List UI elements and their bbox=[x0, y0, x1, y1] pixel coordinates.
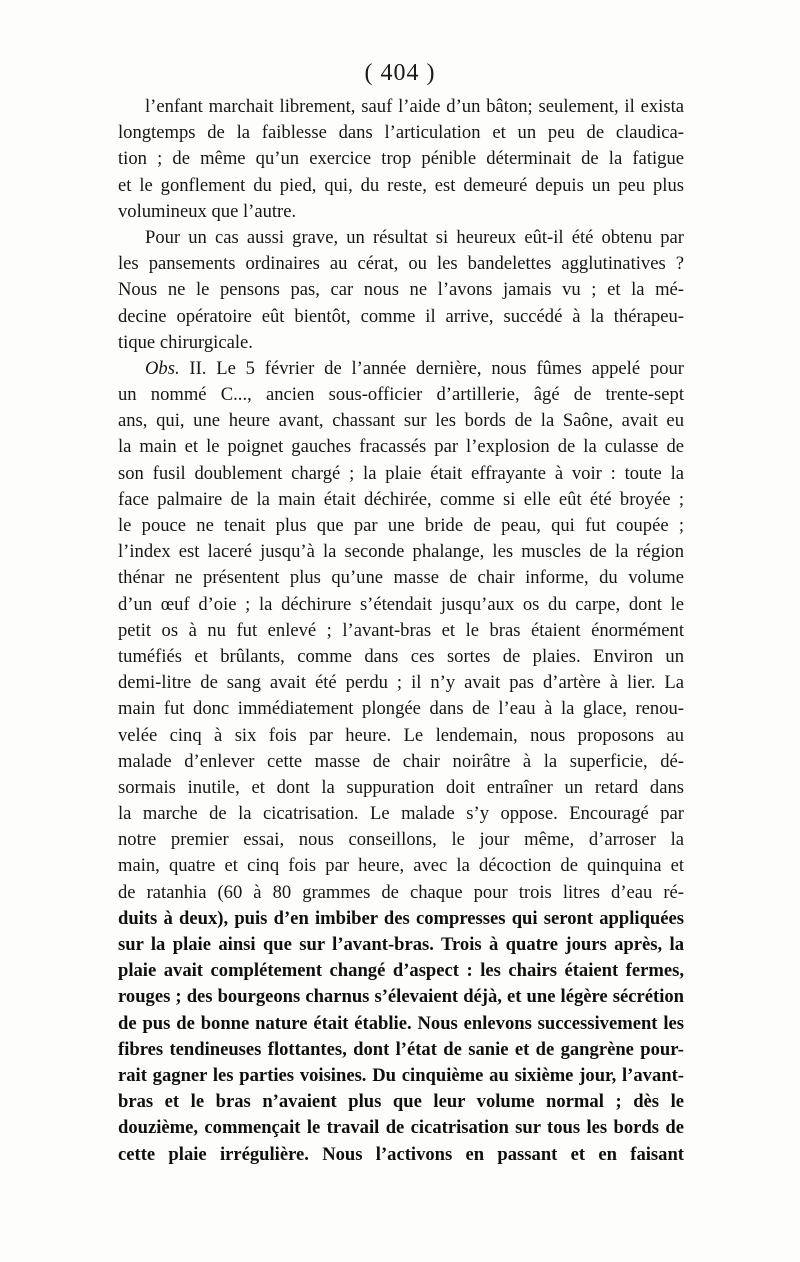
line-text: l’enfant marchait librement, sauf l’aide d’un bâton; seulement, il exista bbox=[145, 96, 684, 117]
line-text: malade d’enlever cette masse de chair noirâtre à la superficie, dé- bbox=[118, 750, 684, 772]
text-line bbox=[118, 1089, 684, 1115]
text-line bbox=[118, 1115, 684, 1141]
line-text: rouges ; des bourgeons charnus s’élevaient déjà, et une légère sécrétion bbox=[118, 986, 684, 1008]
line-text: main fut donc immédiatement plongée dans de l’eau à la glace, renou- bbox=[118, 698, 684, 720]
text-line bbox=[118, 1011, 684, 1037]
text-line bbox=[118, 173, 684, 199]
line-text: fibres tendineuses flottantes, dont l’état de sanie et de gangrène pour- bbox=[118, 1038, 684, 1060]
line-text: demi-litre de sang avait été perdu ; il n’y avait pas d’artère à lier. La bbox=[118, 672, 684, 694]
line-text: duits à deux), puis d’en imbiber des compresses qui seront appliquées bbox=[118, 907, 684, 929]
text-line bbox=[118, 461, 684, 487]
line-text: d’un œuf d’oie ; la déchirure s’étendait jusqu’aux os du carpe, dont le bbox=[118, 593, 684, 615]
text-line bbox=[118, 513, 684, 539]
line-text: sur la plaie ainsi que sur l’avant-bras. Trois à quatre jours après, la bbox=[118, 934, 684, 955]
line-text: Nous ne le pensons pas, car nous ne l’avons jamais vu ; et la mé- bbox=[118, 279, 684, 301]
text-line bbox=[118, 356, 684, 382]
text-line bbox=[118, 932, 684, 958]
line-text: face palmaire de la main était déchirée, comme si elle eût été broyée ; bbox=[118, 488, 684, 510]
text-line bbox=[118, 592, 684, 618]
line-text: tuméfiés et brûlants, comme dans ces sortes de plaies. Environ un bbox=[118, 645, 684, 667]
line-text: tion ; de même qu’un exercice trop pénible déterminait de la fatigue bbox=[118, 148, 684, 170]
text-line bbox=[118, 539, 684, 565]
line-text: tique chirurgicale. bbox=[118, 331, 253, 353]
line-text: decine opératoire eût bientôt, comme il arrive, succédé à la thérapeu- bbox=[118, 305, 684, 327]
line-text: main, quatre et cinq fois par heure, avec la décoction de quinquina et bbox=[118, 855, 684, 877]
line-text: de ratanhia (60 à 80 grammes de chaque pour trois litres d’eau ré- bbox=[118, 881, 684, 903]
line-text: son fusil doublement chargé ; la plaie était effrayante à voir : toute la bbox=[118, 462, 684, 484]
observation-label: Obs. bbox=[145, 357, 180, 379]
text-line bbox=[118, 618, 684, 644]
line-text: velée cinq à six fois par heure. Le lendemain, nous proposons au bbox=[118, 724, 684, 746]
line-text: Pour un cas aussi grave, un résultat si heureux eût-il été obtenu par bbox=[145, 226, 684, 248]
page-number: ( 404 ) bbox=[364, 60, 436, 86]
text-line bbox=[118, 670, 684, 696]
text-line bbox=[118, 120, 684, 146]
line-text: douzième, commençait le travail de cicatrisation sur tous les bords de bbox=[118, 1117, 684, 1139]
text-line bbox=[118, 225, 684, 251]
text-line bbox=[118, 434, 684, 460]
text-line bbox=[118, 94, 684, 120]
text-line bbox=[118, 382, 684, 408]
line-text: un nommé C..., ancien sous-officier d’artillerie, âgé de trente-sept bbox=[118, 384, 684, 406]
text-line bbox=[118, 984, 684, 1010]
paragraph-2 bbox=[118, 225, 684, 356]
line-text: rait gagner les parties voisines. Du cinquième au sixième jour, l’avant- bbox=[118, 1064, 684, 1086]
text-line bbox=[118, 408, 684, 434]
text-line bbox=[118, 696, 684, 722]
line-text: la main et le poignet gauches fracassés par l’explosion de la culasse de bbox=[118, 436, 684, 458]
line-text: et le gonflement du pied, qui, du reste, est demeuré depuis un peu plus bbox=[118, 174, 684, 196]
line-text: les pansements ordinaires au cérat, ou les bandelettes agglutinatives ? bbox=[118, 253, 684, 275]
text-line bbox=[118, 1037, 684, 1063]
text-line bbox=[118, 880, 684, 906]
text-line bbox=[118, 644, 684, 670]
text-line bbox=[118, 199, 684, 225]
text-line bbox=[118, 801, 684, 827]
text-line bbox=[118, 853, 684, 879]
line-text: sormais inutile, et dont la suppuration doit entraîner un retard dans bbox=[118, 776, 684, 798]
text-line bbox=[118, 251, 684, 277]
line-text: notre premier essai, nous conseillons, le jour même, d’arroser la bbox=[118, 829, 684, 851]
text-line bbox=[118, 906, 684, 932]
text-line bbox=[118, 1142, 684, 1168]
text-line bbox=[118, 723, 684, 749]
text-line bbox=[118, 277, 684, 303]
text-line bbox=[118, 487, 684, 513]
line-text: cette plaie irrégulière. Nous l’activons en passant et en faisant bbox=[118, 1143, 684, 1165]
line-text: petit os à nu fut enlevé ; l’avant-bras et le bras étaient énormément bbox=[118, 619, 684, 641]
line-text: ans, qui, une heure avant, chassant sur les bords de la Saône, avait eu bbox=[118, 410, 684, 432]
text-line bbox=[118, 330, 684, 356]
paragraph-1 bbox=[118, 94, 684, 225]
text-line bbox=[118, 304, 684, 330]
text-line bbox=[118, 775, 684, 801]
line-text: de pus de bonne nature était établie. Nous enlevons successivement les bbox=[118, 1012, 684, 1034]
line-text: plaie avait complétement changé d’aspect : les chairs étaient fermes, bbox=[118, 960, 684, 982]
paragraph-obs-2 bbox=[118, 356, 684, 1168]
line-text: la marche de la cicatrisation. Le malade s’y oppose. Encouragé par bbox=[118, 803, 684, 825]
text-line bbox=[118, 958, 684, 984]
line-text: bras et le bras n’avaient plus que leur volume normal ; dès le bbox=[118, 1091, 684, 1113]
text-line bbox=[118, 1063, 684, 1089]
line-text: thénar ne présentent plus qu’une masse de chair informe, du volume bbox=[118, 567, 684, 589]
body-text bbox=[118, 94, 684, 1168]
text-line bbox=[118, 146, 684, 172]
text-line bbox=[118, 827, 684, 853]
line-text: l’index est laceré jusqu’à la seconde phalange, les muscles de la région bbox=[118, 541, 684, 563]
line-text: le pouce ne tenait plus que par une bride de peau, qui fut coupée ; bbox=[118, 515, 684, 536]
line-text: volumineux que l’autre. bbox=[118, 200, 297, 222]
line-text: II. Le 5 février de l’année dernière, nous fûmes appelé pour bbox=[189, 357, 684, 379]
line-text: longtemps de la faiblesse dans l’articulation et un peu de claudica- bbox=[118, 122, 684, 144]
text-line bbox=[118, 749, 684, 775]
text-line bbox=[118, 565, 684, 591]
